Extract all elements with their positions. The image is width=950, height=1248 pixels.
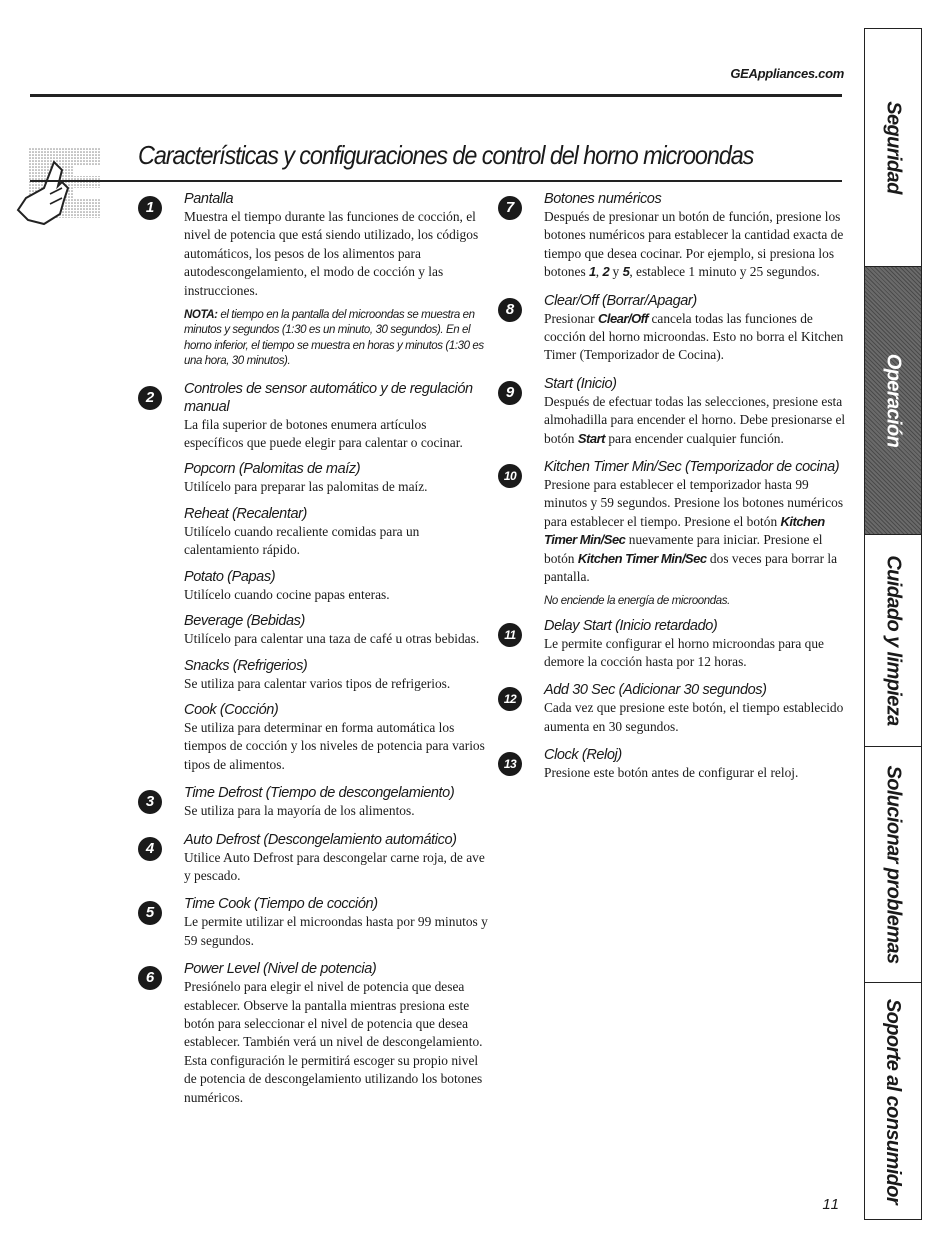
feature-time-defrost bbox=[138, 784, 488, 820]
tab-seguridad[interactable] bbox=[865, 29, 921, 267]
tab-label: Soporte al consumidor bbox=[882, 998, 905, 1204]
item-text: Presione este botón antes de configurar el reloj. bbox=[544, 765, 799, 781]
feature-kitchen-timer bbox=[498, 458, 848, 606]
item-number: 2 bbox=[138, 386, 162, 410]
emphasis: 5 bbox=[622, 264, 630, 280]
item-heading: Clear/Off (Borrar/Apagar) bbox=[544, 292, 697, 309]
sub-potato bbox=[184, 568, 488, 604]
sub-text: Utilícelo para calentar una taza de café u otras bebidas. bbox=[184, 631, 480, 647]
item-number: 4 bbox=[138, 837, 162, 861]
item-text-part: , bbox=[595, 264, 603, 280]
sub-heading: Popcorn (Palomitas de maíz) bbox=[184, 461, 361, 478]
tab-label: Seguridad bbox=[882, 101, 905, 194]
item-text: Presiónelo para elegir el nivel de potencia que desea establecer. Observe la pantalla mientras presiona este botón para seleccionar el nivel de potencia que desea establecer. También verá un nivel de descongelamiento. Esta configuración le permitirá escoger su propio nivel de potencia de descongelamiento utilizando los botones numéricos. bbox=[184, 979, 483, 1105]
item-text: Muestra el tiempo durante las funciones de cocción, el nivel de potencia que está siendo utilizado, los códigos automáticos, los pesos de los alimentos para autodescongelamiento, el modo de cocción y las instrucciones. bbox=[184, 209, 479, 298]
item-heading: Kitchen Timer Min/Sec (Temporizador de cocina) bbox=[544, 459, 840, 476]
sub-cook bbox=[184, 701, 488, 774]
emphasis: 2 bbox=[602, 264, 610, 280]
emphasis: Kitchen Timer Min/Sec bbox=[544, 513, 825, 548]
feature-number-pads bbox=[498, 190, 848, 282]
sub-heading: Potato (Papas) bbox=[184, 568, 276, 585]
feature-add-30-sec bbox=[498, 681, 848, 736]
feature-clock bbox=[498, 746, 848, 782]
right-column bbox=[498, 190, 848, 793]
sub-popcorn bbox=[184, 460, 488, 496]
feature-time-cook bbox=[138, 895, 488, 950]
emphasis: Kitchen Timer Min/Sec bbox=[577, 550, 707, 566]
item-heading: Botones numéricos bbox=[544, 191, 662, 207]
item-text-part: Después de efectuar todas las selecciones, presione esta almohadilla para encender el horno. Debe presionarse el botón bbox=[544, 393, 846, 446]
note: No enciende la energía de microondas. bbox=[544, 594, 730, 607]
sub-text: Utilícelo cuando cocine papas enteras. bbox=[184, 586, 390, 602]
item-text-part: para encender cualquier función. bbox=[608, 430, 784, 446]
item-heading: Time Cook (Tiempo de cocción) bbox=[184, 896, 378, 913]
item-heading: Clock (Reloj) bbox=[544, 747, 622, 764]
sub-heading: Cook (Cocción) bbox=[184, 701, 279, 718]
emphasis: 1 bbox=[589, 264, 596, 280]
tab-operacion[interactable] bbox=[865, 267, 921, 535]
item-text bbox=[544, 393, 848, 448]
sub-text: Se utiliza para determinar en forma automática los tiempos de cocción y los niveles de potencia para varios tipos de alimentos. bbox=[184, 719, 485, 772]
item-number: 9 bbox=[498, 381, 522, 405]
sub-heading: Beverage (Bebidas) bbox=[184, 613, 305, 630]
sub-heading: Reheat (Recalentar) bbox=[184, 505, 307, 522]
feature-display bbox=[138, 190, 488, 370]
item-number: 5 bbox=[138, 901, 162, 925]
section-tabs bbox=[864, 28, 922, 1220]
sub-beverage bbox=[184, 612, 488, 648]
item-number: 6 bbox=[138, 966, 162, 990]
tab-soporte-al-consumidor[interactable] bbox=[865, 983, 921, 1219]
item-heading: Add 30 Sec (Adicionar 30 segundos) bbox=[544, 682, 767, 699]
item-heading: Power Level (Nivel de potencia) bbox=[184, 961, 377, 978]
item-heading: Start (Inicio) bbox=[544, 375, 617, 392]
sub-text: Utilícelo cuando recaliente comidas para un calentamiento rápido. bbox=[184, 523, 420, 558]
sub-heading: Snacks (Refrigerios) bbox=[184, 657, 308, 674]
item-text-part: Presionar bbox=[544, 310, 595, 326]
item-number: 10 bbox=[498, 464, 522, 488]
tab-label: Solucionar problemas bbox=[882, 765, 905, 964]
item-text-part: nuevamente para iniciar. Presione el botón bbox=[544, 532, 823, 566]
page-title: Características y configuraciones de control del horno microondas bbox=[138, 140, 754, 170]
feature-power-level bbox=[138, 960, 488, 1107]
item-heading: Controles de sensor automático y de regulación manual bbox=[184, 380, 473, 415]
note bbox=[184, 308, 488, 370]
emphasis: Start bbox=[577, 430, 605, 446]
item-number: 1 bbox=[138, 196, 162, 220]
note-text: el tiempo en la pantalla del microondas se muestra en minutos y segundos (1:30 es un minuto, 30 segundos). En el horno inferior, el tiempo se muestra en horas y minutos (1:30 es una hora, 30 minutos). bbox=[184, 309, 484, 368]
note-label: NOTA: bbox=[184, 309, 218, 322]
feature-start bbox=[498, 375, 848, 448]
item-text-part: y bbox=[609, 264, 623, 280]
feature-sensor-controls bbox=[138, 380, 488, 774]
item-text-part: , establece 1 minuto y 25 segundos. bbox=[629, 264, 820, 280]
feature-clear-off bbox=[498, 292, 848, 365]
item-text bbox=[544, 476, 848, 586]
item-number: 12 bbox=[498, 687, 522, 711]
sub-reheat bbox=[184, 505, 488, 560]
item-heading: Auto Defrost (Descongelamiento automático) bbox=[184, 831, 457, 848]
item-text-part: Presione para establecer el temporizador hasta 99 minutos y 59 segundos. Presione los botones numéricos para establecer el tiempo. Presione el botón bbox=[544, 477, 844, 529]
emphasis: Clear/Off bbox=[597, 310, 649, 326]
item-text: Cada vez que presione este botón, el tiempo establecido aumenta en 30 segundos. bbox=[544, 700, 844, 734]
site-url: GEAppliances.com bbox=[730, 66, 844, 81]
item-text-part: dos veces para borrar la pantalla. bbox=[544, 550, 838, 585]
item-heading: Delay Start (Inicio retardado) bbox=[544, 617, 718, 634]
item-text: Utilice Auto Defrost para descongelar carne roja, de ave y pescado. bbox=[184, 849, 485, 883]
item-text: Le permite configurar el horno microondas para que demore la cocción hasta por 12 horas. bbox=[544, 635, 824, 669]
page-number: 11 bbox=[822, 1196, 840, 1213]
item-text bbox=[544, 310, 848, 365]
tab-solucionar-problemas[interactable] bbox=[865, 747, 921, 983]
tab-label: Cuidado y limpieza bbox=[882, 555, 905, 726]
header-rule bbox=[30, 94, 842, 97]
item-number: 3 bbox=[138, 790, 162, 814]
tab-label: Operación bbox=[882, 353, 905, 448]
item-text-part: cancela todas las funciones de cocción del horno microondas. Esto no borra el Kitchen Timer (Temporizador de Cocina). bbox=[544, 310, 844, 363]
item-heading: Pantalla bbox=[184, 191, 234, 207]
sub-text: Se utiliza para calentar varios tipos de refrigerios. bbox=[184, 675, 451, 691]
feature-auto-defrost bbox=[138, 831, 488, 886]
left-column bbox=[138, 190, 488, 1117]
title-rule bbox=[30, 180, 842, 182]
pointing-hand-icon bbox=[14, 148, 104, 230]
sub-text: Utilícelo para preparar las palomitas de maíz. bbox=[184, 479, 428, 495]
item-text: Se utiliza para la mayoría de los alimentos. bbox=[184, 803, 415, 819]
item-number: 7 bbox=[498, 196, 522, 220]
item-text-part: Después de presionar un botón de función, presione los botones numéricos para establecer la cantidad exacta de tiempo que desea cocinar. Por ejemplo, si presiona los botones bbox=[544, 209, 844, 280]
feature-delay-start bbox=[498, 617, 848, 672]
item-heading: Time Defrost (Tiempo de descongelamiento) bbox=[184, 785, 455, 802]
item-number: 13 bbox=[498, 752, 522, 776]
item-text: La fila superior de botones enumera artículos específicos que puede elegir para calentar o cocinar. bbox=[184, 416, 463, 451]
tab-cuidado-y-limpieza[interactable] bbox=[865, 535, 921, 747]
item-text: Le permite utilizar el microondas hasta por 99 minutos y 59 segundos. bbox=[184, 914, 488, 948]
item-text bbox=[544, 208, 848, 282]
item-number: 11 bbox=[498, 623, 522, 647]
sub-snacks bbox=[184, 657, 488, 693]
item-number: 8 bbox=[498, 298, 522, 322]
